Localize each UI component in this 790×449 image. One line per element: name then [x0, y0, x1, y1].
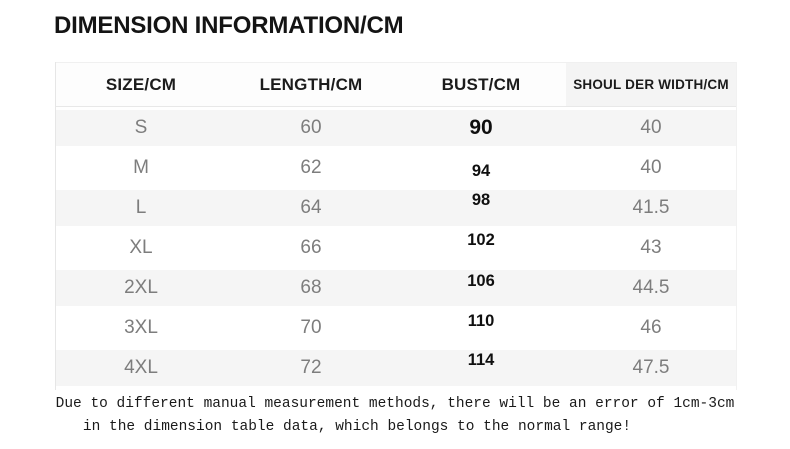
size-cell: M	[133, 157, 149, 178]
length-cell: 72	[300, 357, 322, 378]
table-row-s	[56, 110, 736, 146]
bust-cell: 94	[471, 161, 491, 180]
size-cell: 2XL	[124, 277, 158, 298]
length-cell: 60	[300, 117, 322, 138]
shoulder-cell: 47.5	[632, 357, 670, 378]
size-cell: L	[135, 197, 147, 218]
page-title: DIMENSION INFORMATION/CM	[54, 12, 404, 39]
shoulder-cell: 43	[640, 237, 662, 258]
column-header-size: SIZE/CM	[105, 74, 177, 94]
table-row-l	[56, 190, 736, 226]
shoulder-cell: 40	[640, 157, 662, 178]
length-cell: 66	[300, 237, 322, 258]
size-cell: 3XL	[124, 317, 158, 338]
size-cell: S	[134, 117, 148, 138]
table-row-2xl	[56, 270, 736, 306]
table-row-m	[56, 150, 736, 186]
length-cell: 62	[300, 157, 322, 178]
note-line-1: Due to different manual measurement methods, there will be an error of 1cm-3cm	[55, 396, 735, 412]
bust-cell: 106	[467, 271, 495, 290]
shoulder-cell: 44.5	[632, 277, 670, 298]
table-row-4xl	[56, 350, 736, 386]
bust-cell: 102	[467, 230, 495, 249]
bust-cell: 114	[467, 350, 495, 369]
length-cell: 68	[300, 277, 322, 298]
bust-cell: 98	[471, 190, 491, 209]
bust-cell: 110	[467, 311, 495, 330]
length-cell: 64	[300, 197, 322, 218]
measurement-tolerance-note	[0, 393, 790, 439]
shoulder-cell: 41.5	[632, 197, 670, 218]
column-header-bust: BUST/CM	[441, 74, 521, 94]
shoulder-cell: 40	[640, 117, 662, 138]
table-row-xl	[56, 230, 736, 266]
table-row-3xl	[56, 310, 736, 346]
column-header-length: LENGTH/CM	[259, 74, 363, 94]
length-cell: 70	[300, 317, 322, 338]
bust-cell: 90	[469, 116, 493, 139]
column-header-shoulder-width: SHOUL DER WIDTH/CM	[566, 63, 736, 106]
size-cell: 4XL	[124, 357, 158, 378]
size-table	[55, 62, 737, 390]
note-line-2: in the dimension table data, which belongs to the normal range!	[82, 419, 632, 435]
size-cell: XL	[129, 237, 153, 258]
table-header-row	[56, 62, 736, 107]
shoulder-cell: 46	[640, 317, 662, 338]
table-body	[56, 107, 736, 386]
